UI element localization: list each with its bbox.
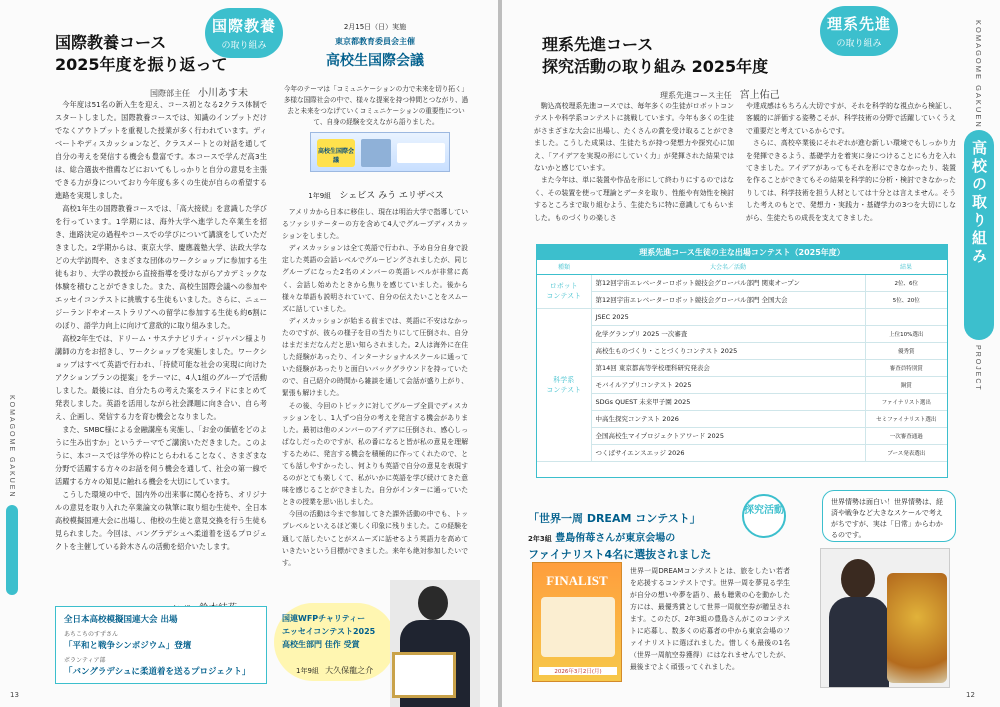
left-vertical-ribbon (6, 505, 18, 595)
contest-table-box (536, 244, 948, 478)
table-row (537, 308, 947, 325)
essay-paragraph: ディスカッションは全て英語で行われ、予め自分自身で設定した英語の会話レベルでグルーピングされましたが、同じグループになった2名のメンバーの英語レベルが非常に高く、会話し始めたときから焦りを感じていました。後から様々な単語も説明されていて、自分の伝えたいことをスムーズに話していました。 (282, 244, 468, 313)
feature-line-2: ファイナリスト4名に選抜されました (528, 548, 712, 561)
poster-label: 高校生国際会議 (317, 139, 355, 167)
table-cell-result: ファイナリスト選出 (865, 393, 947, 410)
left-author-name: 小川あす未 (198, 88, 248, 99)
left-vertical-label: KOMAGOME GAKUEN (8, 395, 15, 499)
left-paragraph: こうした環境の中で、国内外の出来事に関心を持ち、オリジナルの意見を取り入れた卒業論文の執筆に取り組む生徒や、全日本高校模擬国連大会に出場し、他校の生徒と意見交換を行う生徒も見られました。今回は、バングラデシュへ柔道着を送るプロジェクトを主催している鈴木さんの活動を紹介いたします。 (55, 490, 267, 551)
essay-paragraph: 今回の活動は今まで参加してきた課外活動の中でも、トップレベルといえるほど楽しく印象に残りました。この経験を通して話したいことがスムーズに話せるよう英語力を高めていきたいという目標ができました。来年も絶対参加したいです。 (282, 510, 468, 567)
right-vertical-label: KOMAGOME GAKUEN (974, 20, 983, 129)
photo-head (418, 586, 448, 620)
left-title-line-1: 国際教養コース (55, 33, 167, 52)
wfp-student-photo (390, 580, 480, 707)
table-cell-contest: SDGs QUEST 未来甲子園 2025 (591, 393, 865, 410)
table-cell-category: ロボット コンテスト (537, 274, 591, 308)
event-header (275, 22, 475, 70)
wfp-title-line: 国連WFPチャリティー (282, 614, 366, 623)
right-paragraph: 駒込高校理系先進コースでは、毎年多くの生徒がロボットコンテストや科学系コンテストに挑戦しています。今年も多くの生徒がさまざまな大会に出場し、たくさんの賞を受け取ることができました。こうした成果は、生徒たちが持つ発想力や探究心に加え、「アイデアを実現の形にしていく力」が発揮された結果ではないかと感じています。 (534, 102, 734, 173)
left-author-role: 国際部主任 (150, 89, 190, 98)
speaker-credit (282, 188, 470, 201)
table-cell-category: 科学系 コンテスト (537, 308, 591, 461)
wfp-award-title (282, 612, 397, 651)
event-organizer: 東京都教育委員会主催 (335, 37, 415, 46)
table-cell-contest: 第14回 東京都高等学校理科研究発表会 (591, 359, 865, 376)
right-article-col-1 (534, 100, 734, 224)
right-vertical-sub: PROJECT (974, 345, 981, 392)
right-course-badge (820, 6, 898, 56)
essay-paragraph: アメリカから日本に移住し、現在は明治大学で指導しているファシリテーターの方を含めて4人でグループディスカッションをしました。 (282, 208, 468, 241)
right-badge-sub: の取り組み (836, 39, 882, 49)
event-date: 2月15日（日）実施 (343, 23, 407, 31)
achievement-item: 全日本高校模擬国連大会 出場 (64, 615, 178, 625)
student-quote-bubble: 世界情勢は面白い！世界情勢は、経済や戦争など大きなスケールで考えがちですが、実は「日常」からわかるのです。 (822, 490, 956, 542)
left-paragraph: 高校2年生では、ドリーム・サステナビリティ・ジャパン様より講師の方をお招きし、ワークショップを実施しました。ワークショップはすべて英語で行われ、「持続可能な社会の実現に向けたアクションプランの提案」をテーマに、4人1組のグループで活動しました。最後には、自分たちの考えた案をスライドにまとめて発表しました。英語を活用しながら社会課題に向き合い、自ら考え、企画し、発信する力を育む機会となりました。 (55, 334, 267, 421)
poster-date: 2026年3月2日(月) (539, 667, 617, 675)
poster-panel (397, 143, 445, 163)
speaker-essay (282, 206, 468, 569)
essay-paragraph: ディスカッションが始まる前までは、英語に不安はなかったのですが、彼らの様子を目の当たりにして圧倒され、自分はまだまだなんだと思い知らされました。2人は海外に在住した経験があったり、インターナショナルスクールに通っていた経験があったりと面白いバックグラウンドを持っていたので、自己紹介の時間から雑談を通して会話が盛り上がり、緊張も解けました。 (282, 316, 468, 398)
contest-table-header-row (537, 260, 947, 274)
left-author (150, 84, 248, 99)
left-badge-main: 国際教養 (211, 17, 276, 35)
table-row (537, 274, 947, 291)
col-header-result: 結果 (865, 260, 947, 274)
feature-line-1 (528, 529, 868, 544)
table-row (537, 410, 947, 427)
right-author (660, 86, 780, 101)
table-cell-result: セミファイナリスト選出 (865, 410, 947, 427)
table-cell-result: 優秀賞 (865, 342, 947, 359)
col-header-type: 種類 (537, 260, 591, 274)
contest-table-heading: 理系先進コース生徒の主な出場コンテスト（2025年度） (537, 245, 947, 260)
left-title-line-2: 2025年度を振り返って (55, 55, 228, 74)
event-name: 高校生国際会議 (326, 53, 424, 69)
table-row (537, 427, 947, 444)
right-badge-main: 理系先進 (826, 15, 891, 33)
left-badge-sub: の取り組み (221, 41, 267, 51)
achievement-sub: あちこちのすずさん (64, 631, 119, 638)
table-cell-contest: 第12回宇宙エレベーターロボット競技会グローバル部門 関東オープン (591, 274, 865, 291)
table-cell-contest: 高校生ものづくり・ことづくりコンテスト 2025 (591, 342, 865, 359)
left-paragraph: 高校1年生の国際教養コースでは、「高大接続」を意識した学びを行っています。1学期には、海外大学へ進学した卒業生を招き、進路決定の過程やコースでの学びについて講演をしていただきました。2学期からは、東京大学、慶應義塾大学、法政大学などの大学訪問や、さまざまな団体のワークショップに参加する生徒もおり、大学の教授から直接指導を受けながらアカデミックな体験を積むことができました。また、高校生国際会議への参加やエッセイコンテストに挑戦する生徒もいました。さらに、ニュージーランドやオーストラリアへの留学に参加する生徒も約6割にのぼり、語学力向上に向けて意欲的に取り組みました。 (55, 204, 267, 330)
contest-table (537, 260, 947, 462)
achievement-item: 「バングラデシュに柔道着を送るプロジェクト」 (64, 667, 251, 677)
wfp-name: 大久保龍之介 (325, 666, 374, 675)
right-author-role: 理系先進コース主任 (660, 91, 732, 100)
wfp-grade: 1年9組 (296, 667, 319, 675)
table-row (537, 342, 947, 359)
wfp-title-line: 高校生部門 佳作 受賞 (282, 640, 360, 649)
dragon-painting (887, 573, 947, 683)
speaker-grade: 1年9組 (308, 192, 332, 200)
photo-head (841, 559, 875, 599)
right-title-line-1: 理系先進コース (542, 35, 654, 54)
table-cell-result: 5位、20位 (865, 291, 947, 308)
speaker-name: シェビス みう エリザベス (339, 191, 444, 201)
table-cell-result: 銅賞 (865, 376, 947, 393)
achievement-sub: ボランティア部 (64, 657, 106, 664)
table-cell-result (865, 308, 947, 325)
left-page-title (55, 32, 255, 76)
wfp-credit (296, 665, 373, 676)
right-page-number: 12 (966, 691, 975, 699)
feature-grade: 2年3組 (528, 535, 552, 543)
table-cell-result: 2位、6位 (865, 274, 947, 291)
right-page-title (542, 34, 822, 78)
table-cell-contest: 第12回宇宙エレベーターロボット競技会グローバル部門 全国大会 (591, 291, 865, 308)
finalist-poster (532, 562, 622, 682)
table-cell-contest: つくばサイエンスエッジ 2026 (591, 444, 865, 461)
col-header-name: 大会名／活動 (591, 260, 865, 274)
table-cell-result: 一次審査通過 (865, 427, 947, 444)
left-page (0, 0, 498, 707)
table-row (537, 291, 947, 308)
right-paragraph: さらに、高校卒業後にそれぞれが進む新しい環境でもしっかり力を発揮できるよう、基礎学力を着実に身につけることにも力を入れてきました。アイデアがあってもそれを形にできなかったり、装置を作ることができてもその結果を科学的に分析・検討できなかったりしては、科学技術を担う人材としては十分とは言えません。そうした考えのもとで、発想力・実践力・基礎学力の3つを大切にしながら、生徒たちの成長を支えてきました。 (746, 139, 956, 222)
poster-finalist-text: FINALIST (546, 573, 608, 588)
right-title-line-2: 探究活動の取り組み 2025年度 (542, 57, 769, 76)
right-page (502, 0, 1000, 707)
poster-faces (541, 597, 615, 657)
table-cell-result: 審査員特別賞 (865, 359, 947, 376)
achievement-item: 「平和と戦争シンポジウム」登壇 (64, 641, 192, 651)
table-cell-contest: 全国高校生マイプロジェクトアワード 2025 (591, 427, 865, 444)
table-row (537, 376, 947, 393)
left-article-body (55, 98, 267, 553)
right-vertical-main: 高校の取り組み (970, 140, 987, 266)
left-page-number: 13 (10, 691, 19, 699)
table-cell-contest: 化学グランプリ 2025 一次審査 (591, 325, 865, 342)
table-cell-contest: 中高生探究コンテスト 2026 (591, 410, 865, 427)
essay-paragraph: その後、今回のトピックに対してグループ全員でディスカッションをし、1人ずつ自分の考えを発言する機会がありました。最初は他のメンバーのアイデアに圧倒され、感心しっぱなしだったのですが、私の番になると皆が私の意見を理解するために、発言する機会を積極的に作ってくれたので、とても話しやすかったし、何よりも英語で自分の意見を表現するのがとても楽しくて、私がいかに英語を学び続けてきた意味を感じることができました。自分がインターに通っていたときの授業を思い出しました。 (282, 401, 468, 507)
wfp-title-line: エッセイコンテスト2025 (282, 627, 376, 636)
table-row (537, 359, 947, 376)
event-poster-image (310, 132, 450, 172)
right-article-col-2 (746, 100, 956, 224)
table-cell-result: 上位10%選出 (865, 325, 947, 342)
table-cell-contest: JSEC 2025 (591, 308, 865, 325)
table-row (537, 393, 947, 410)
left-paragraph: また、SMBC様による金融講座も実施し、「お金の価値をどのように生み出すか」というテーマでご講演いただきました。このように、本コースでは学外の枠にとらわれることなく、さまざまな分野で活躍する方々のお話を伺う機会を通して、社会の第一線で活躍する方々の知見に触れる機会を大切にしています。 (55, 425, 267, 486)
feature-line-1-text: 豊島侑苺さんが東京会場の (555, 533, 676, 544)
left-paragraph: 今年度は51名の新入生を迎え、コース初となる2クラス体制でスタートしました。国際教養コースでは、知識のインプットだけでなくアウトプットを重視した授業が多く行われています。ディベートやディスカッションなど、クラスメートとの対話を通して自分の考えを発信する機会も豊富です。本コースで学んだ高3生は、総合選抜や推薦などにおいてもしっかりと自分の意見を主張できる力が身についており今年度も多くの生徒が自らの希望する進路を実現しました。 (55, 100, 267, 200)
event-intro: 今年のテーマは「コミュニケーションの力で未来を切り拓く」多様な国際社会の中で、様々な提案を持つ仲間とつながり、過去と未来をつなげていくコミュニケーションの重要性について、自身の経験を交えながら語りました。 (283, 85, 469, 126)
feature-student-photo (820, 548, 950, 688)
certificate-frame (392, 652, 456, 698)
feature-tag: 探究活動 (742, 494, 786, 538)
feature-body: 世界一周DREAMコンテストとは、旅をしたい若者を応援するコンテストです。世界一周を夢見る学生が自分の想いや夢を語り、最も聴衆の心を動かした方には、最優秀賞として世界一周航空券が贈呈されます。このたび、2年3組の豊島さんがこのコンテストに応募し、数多くの応募者の中から東京会場のファイナリストに選ばれました。惜しくも最後の1名（世界一周航空券獲得）にはなれませんでしたが、最後までよく頑張ってくれました。 (630, 567, 790, 671)
table-cell-contest: モバイルアプリコンテスト 2025 (591, 376, 865, 393)
feature-title: 「世界一周 DREAM コンテスト」 (528, 512, 701, 525)
table-cell-result: ブース発表選出 (865, 444, 947, 461)
photo-body (829, 597, 889, 688)
feature-heading (528, 510, 868, 562)
right-paragraph: また今年は、単に装置や作品を形にして終わりにするのではなく、その装置を使って理論とデータを取り、性能や有効性を検討するところまで取り組むよう、生徒たちに特に意識してもらいました。ものづくりの楽しさ (534, 176, 734, 222)
right-author-name: 宮上佑己 (739, 90, 780, 101)
table-row (537, 325, 947, 342)
right-paragraph: や達成感はもちろん大切ですが、それを科学的な視点から検証し、客観的に評価する姿勢こそが、科学技術の分野で活躍していくうえで重要だと考えているからです。 (746, 102, 956, 135)
student-achievements-box (55, 606, 267, 684)
poster-photo (361, 139, 391, 167)
table-row (537, 444, 947, 461)
